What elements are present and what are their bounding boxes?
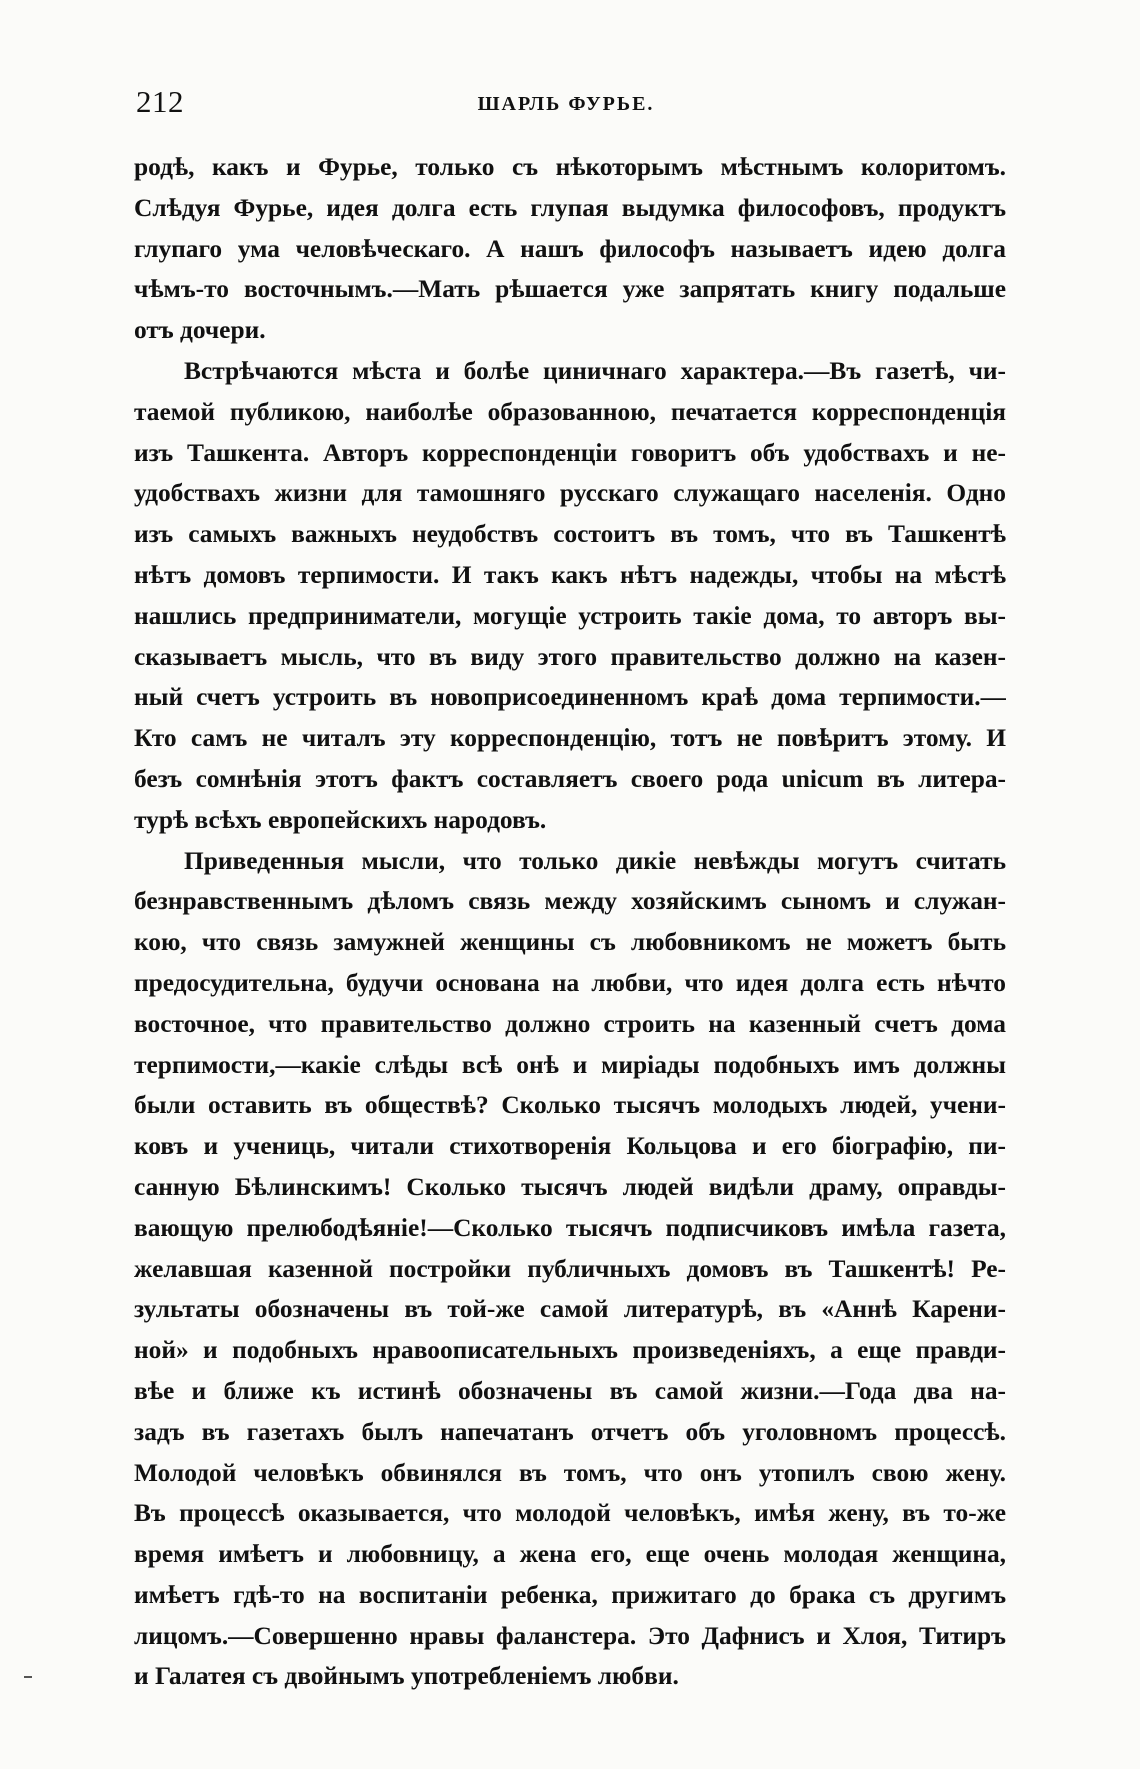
page-number: 212 bbox=[136, 84, 184, 119]
text-line: вающую прелюбодѣяніе!—Сколько тысячъ подписчиковъ имѣла газета, bbox=[134, 1213, 1006, 1242]
text-line: Кто самъ не читалъ эту корреспонденцію, тотъ не повѣритъ этому. И bbox=[134, 724, 1006, 753]
text-line: терпимости,—какіе слѣды всѣ онѣ и миріады подобныхъ имъ должны bbox=[134, 1050, 1006, 1079]
text-line: Молодой человѣкъ обвинялся въ томъ, что онъ утопилъ свою жену. bbox=[134, 1458, 1006, 1487]
text-line: глупаго ума человѣческаго. А нашъ философъ называетъ идею долга bbox=[134, 234, 1006, 263]
text-line: чѣмъ-то восточнымъ.—Мать рѣшается уже запрятать книгу подальше bbox=[134, 275, 1006, 304]
paragraph-first-line: Приведенныя мысли, что только дикіе невѣжды могутъ считать bbox=[184, 846, 1006, 875]
text-line: кою, что связь замужней женщины съ любовникомъ не можетъ быть bbox=[134, 928, 1006, 957]
text-line: нѣтъ домовъ терпимости. И такъ какъ нѣтъ надежды, чтобы на мѣстѣ bbox=[134, 560, 1006, 589]
text-line: задъ въ газетахъ былъ напечатанъ отчетъ объ уголовномъ процессѣ. bbox=[134, 1417, 1006, 1446]
text-line: имѣетъ гдѣ-то на воспитаніи ребенка, прижитаго до брака съ другимъ bbox=[134, 1580, 1006, 1609]
text-line: ной» и подобныхъ нравоописательныхъ произведеніяхъ, а еще правди- bbox=[134, 1336, 1006, 1365]
paragraph-first-line: Встрѣчаются мѣста и болѣе циничнаго характера.—Въ газетѣ, чи- bbox=[184, 356, 1006, 385]
text-line: изъ самыхъ важныхъ неудобствъ состоитъ въ томъ, что въ Ташкентѣ bbox=[134, 520, 1006, 549]
text-line: желавшая казенной постройки публичныхъ домовъ въ Ташкентѣ! Ре- bbox=[134, 1254, 1006, 1283]
text-line: лицомъ.—Совершенно нравы фаланстера. Это Дафнисъ и Хлоя, Титиръ bbox=[134, 1621, 1006, 1650]
text-line: ный счетъ устроить въ новоприсоединенномъ краѣ дома терпимости.— bbox=[134, 683, 1006, 712]
text-line: время имѣетъ и любовницу, а жена его, еще очень молодая женщина, bbox=[134, 1540, 1006, 1569]
body-text bbox=[134, 147, 1006, 1697]
text-line: Слѣдуя Фурье, идея долга есть глупая выдумка философовъ, продуктъ bbox=[134, 193, 1006, 222]
text-line: таемой публикою, наиболѣе образованною, печатается корреспонденція bbox=[134, 397, 1006, 426]
margin-mark bbox=[24, 1676, 32, 1678]
running-head: ШАРЛЬ ФУРЬЕ. bbox=[477, 93, 655, 115]
text-line: безъ сомнѣнія этотъ фактъ составляетъ своего рода unicum въ литера- bbox=[134, 764, 1006, 793]
text-line: ковъ и учениць, читали стихотворенія Кольцова и его біографію, пи- bbox=[134, 1132, 1006, 1161]
text-line: нашлись предприниматели, могущіе устроить такіе дома, то авторъ вы- bbox=[134, 601, 1006, 630]
text-line: изъ Ташкента. Авторъ корреспонденціи говоритъ объ удобствахъ и не- bbox=[134, 438, 1006, 467]
page-header bbox=[136, 84, 996, 128]
text-line: и Галатея съ двойнымъ употребленіемъ любви. bbox=[134, 1662, 679, 1691]
text-line: предосудительна, будучи основана на любви, что идея долга есть нѣчто bbox=[134, 968, 1006, 997]
text-line: отъ дочери. bbox=[134, 316, 266, 345]
text-line: сказываетъ мысль, что въ виду этого правительство должно на казен- bbox=[134, 642, 1006, 671]
text-line: безнравственнымъ дѣломъ связь между хозяйскимъ сыномъ и служан- bbox=[134, 887, 1006, 916]
text-line: удобствахъ жизни для тамошняго русскаго служащаго населенія. Одно bbox=[134, 479, 1006, 508]
text-line: вѣе и ближе къ истинѣ обозначены въ самой жизни.—Года два на- bbox=[134, 1376, 1006, 1405]
text-line: Въ процессѣ оказывается, что молодой человѣкъ, имѣя жену, въ то-же bbox=[134, 1499, 1006, 1528]
text-line: турѣ всѣхъ европейскихъ народовъ. bbox=[134, 805, 547, 834]
text-line: восточное, что правительство должно строить на казенный счетъ дома bbox=[134, 1009, 1006, 1038]
text-line: санную Бѣлинскимъ! Сколько тысячъ людей видѣли драму, оправды- bbox=[134, 1172, 1006, 1201]
text-line: родѣ, какъ и Фурье, только съ нѣкоторымъ мѣстнымъ колоритомъ. bbox=[134, 153, 1006, 181]
text-line: зультаты обозначены въ той-же самой литературѣ, въ «Аннѣ Карени- bbox=[134, 1295, 1006, 1324]
text-line: были оставить въ обществѣ? Сколько тысячъ молодыхъ людей, учени- bbox=[134, 1091, 1006, 1120]
